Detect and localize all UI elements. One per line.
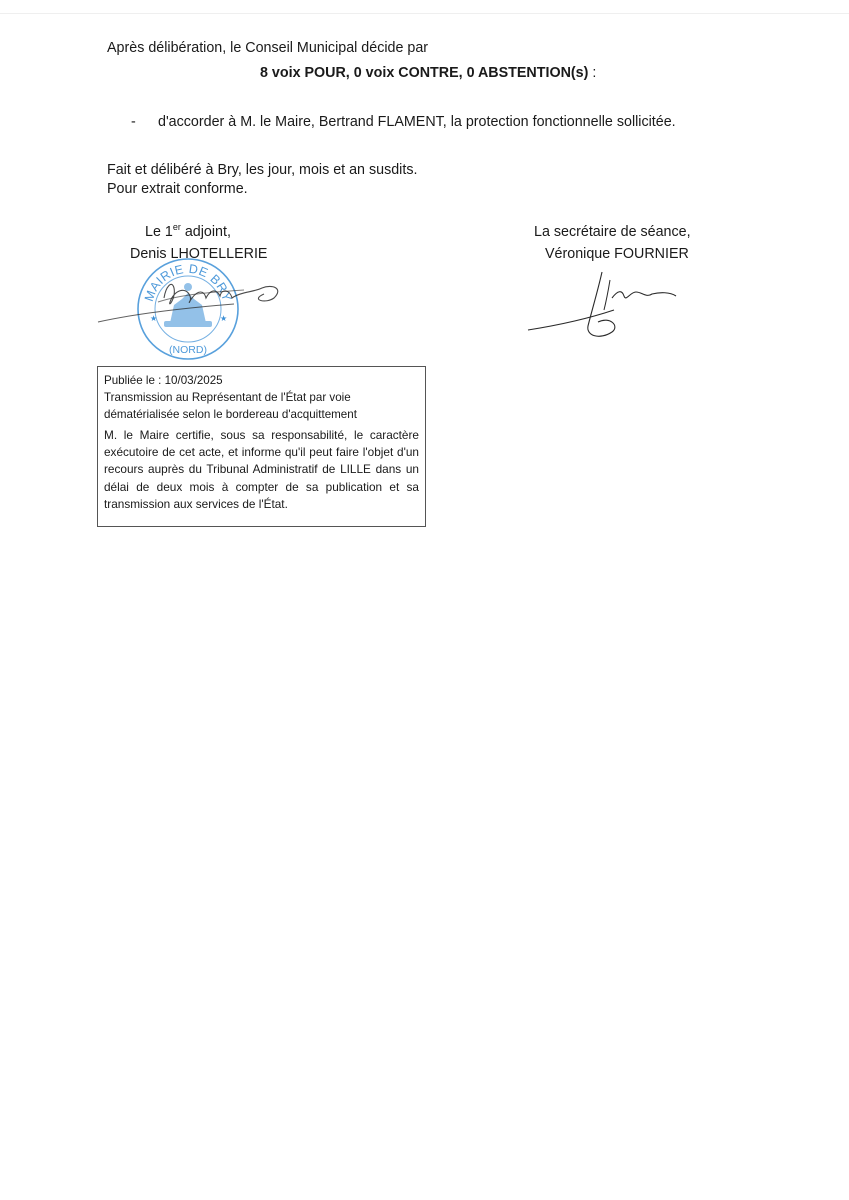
left-signature	[94, 268, 294, 348]
stamp-top-text: MAIRIE DE BRY	[141, 261, 235, 304]
vote-counts: 8 voix POUR, 0 voix CONTRE, 0 ABSTENTION(s)	[260, 65, 589, 81]
bullet-dash: -	[131, 114, 136, 130]
left-title-suffix: adjoint,	[180, 224, 231, 240]
right-signatory-name: Véronique FOURNIER	[545, 246, 689, 262]
top-rule	[0, 13, 849, 14]
left-title-sup: er	[172, 222, 181, 233]
right-signature	[526, 270, 686, 342]
publication-notice	[97, 366, 426, 527]
decision-text: d'accorder à M. le Maire, Bertrand FLAMENT, la protection fonctionnelle sollicitée.	[158, 114, 676, 130]
closing-line-1: Fait et délibéré à Bry, les jour, mois et an susdits.	[107, 162, 418, 178]
notice-transmission-line-2: dématérialisée selon le bordereau d'acquittement	[104, 408, 357, 421]
left-signatory-name: Denis LHOTELLERIE	[130, 246, 268, 262]
notice-certification: M. le Maire certifie, sous sa responsabilité, le caractère exécutoire de cet acte, et informe qu'il peut faire l'objet d'un recours auprès du Tribunal Administratif de LILLE dans un délai de deux mois à compter de sa publication et sa transmission aux services de l'État.	[104, 428, 419, 511]
stamp-star-right-icon: ★	[220, 314, 228, 323]
vote-suffix: :	[588, 65, 597, 81]
left-signatory-title	[145, 223, 231, 241]
stamp-bottom-text: (NORD)	[169, 344, 207, 356]
deliberation-intro: Après délibération, le Conseil Municipal décide par	[107, 40, 429, 56]
notice-published-date: Publiée le : 10/03/2025	[104, 374, 223, 387]
left-title-prefix: Le 1	[145, 224, 173, 240]
stamp-star-left-icon: ★	[150, 314, 158, 323]
closing-line-2: Pour extrait conforme.	[107, 181, 248, 197]
notice-transmission-line-1: Transmission au Représentant de l'État par voie	[104, 391, 351, 404]
right-signatory-title: La secrétaire de séance,	[534, 224, 691, 240]
vote-result	[260, 64, 596, 82]
